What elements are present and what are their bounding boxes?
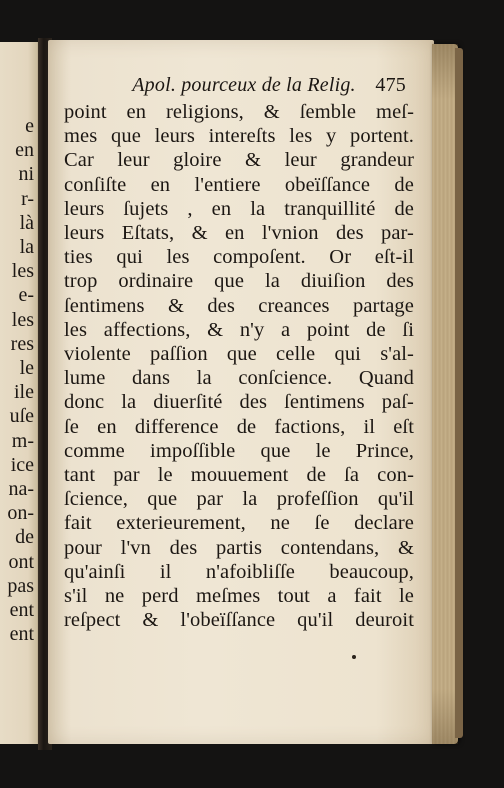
facing-page-fragment: on- <box>7 502 34 525</box>
facing-page-fragment: ni <box>18 163 34 186</box>
facing-page-fragment: en <box>15 139 34 162</box>
text-line: comme impoſſible que le Prince, <box>64 439 414 462</box>
text-line: ſcience, que par la profeſſion qu'il <box>64 488 414 511</box>
facing-page-fragment: e- <box>18 284 34 307</box>
text-line: point en religions, & ſemble meſ- <box>64 101 414 123</box>
text-line: pour l'vn des partis contendans, & <box>64 536 414 559</box>
facing-page-fragment: ont <box>8 550 34 573</box>
text-line: lume dans la conſcience. Quand <box>64 367 414 390</box>
facing-page-fragment: le <box>19 357 34 379</box>
text-line: qu'ainſi il n'afoibliſſe beaucoup, <box>64 560 414 583</box>
text-line: Car leur gloire & leur grandeur <box>64 149 414 172</box>
facing-page-fragment: e <box>25 115 34 137</box>
facing-page-fragment: uſe <box>9 405 34 428</box>
text-line: ſentimens & des creances partage <box>64 294 414 317</box>
text-line: violente paſſion que celle qui s'al- <box>64 343 414 366</box>
text-line: leurs ſujets , en la tranquillité de <box>64 197 414 220</box>
text-line: reſpect & l'obeïſſance qu'il deuroit <box>64 609 414 632</box>
facing-page-fragment: na- <box>8 478 34 500</box>
facing-page-fragment: m- <box>11 429 34 452</box>
text-line: donc la diuerſité des ſentimens paſ- <box>64 391 414 414</box>
running-head-title: Apol. pourceux de la Relig. <box>132 74 356 96</box>
facing-page-fragment: pas <box>7 574 34 597</box>
facing-page-fragment: ice <box>10 453 34 476</box>
text-line: tant par le mouuement de ſa con- <box>64 464 414 487</box>
text-line: s'il ne perd meſmes tout a fait le <box>64 585 414 608</box>
text-line: ties qui les compoſent. Or eſt-il <box>64 246 414 269</box>
book-cover-edge <box>455 48 463 738</box>
facing-page-fragment: ile <box>14 381 34 404</box>
facing-page-fragment: res <box>10 332 34 355</box>
text-line: mes que leurs intereſts les y portent. <box>64 125 414 148</box>
facing-page-fragment: r- <box>21 187 34 210</box>
ink-speck <box>352 655 356 659</box>
facing-page-fragment: les <box>11 308 34 331</box>
text-line: ſe en difference de factions, il eſt <box>64 415 414 438</box>
text-line: fait exterieurement, ne ſe declare <box>64 512 414 535</box>
text-line: les affections, & n'y a point de ſi <box>64 318 414 341</box>
page-text <box>64 74 414 632</box>
text-line: conſiſte en l'entiere obeïſſance de <box>64 173 414 196</box>
page-number: 475 <box>375 74 406 96</box>
facing-page-fragment: de <box>15 526 34 549</box>
running-head <box>64 74 414 100</box>
text-lines <box>64 100 414 632</box>
facing-page-fragment: la <box>19 236 34 258</box>
facing-page-fragment: les <box>11 260 34 283</box>
text-line: trop ordinaire que la diuiſion des <box>64 270 414 293</box>
text-line: leurs Eſtats, & en l'vnion des par- <box>64 222 414 245</box>
facing-page <box>0 42 40 744</box>
facing-page-fragment: ent <box>9 599 34 621</box>
facing-page-fragment: ent <box>9 623 34 646</box>
facing-page-fragment: là <box>19 211 34 234</box>
